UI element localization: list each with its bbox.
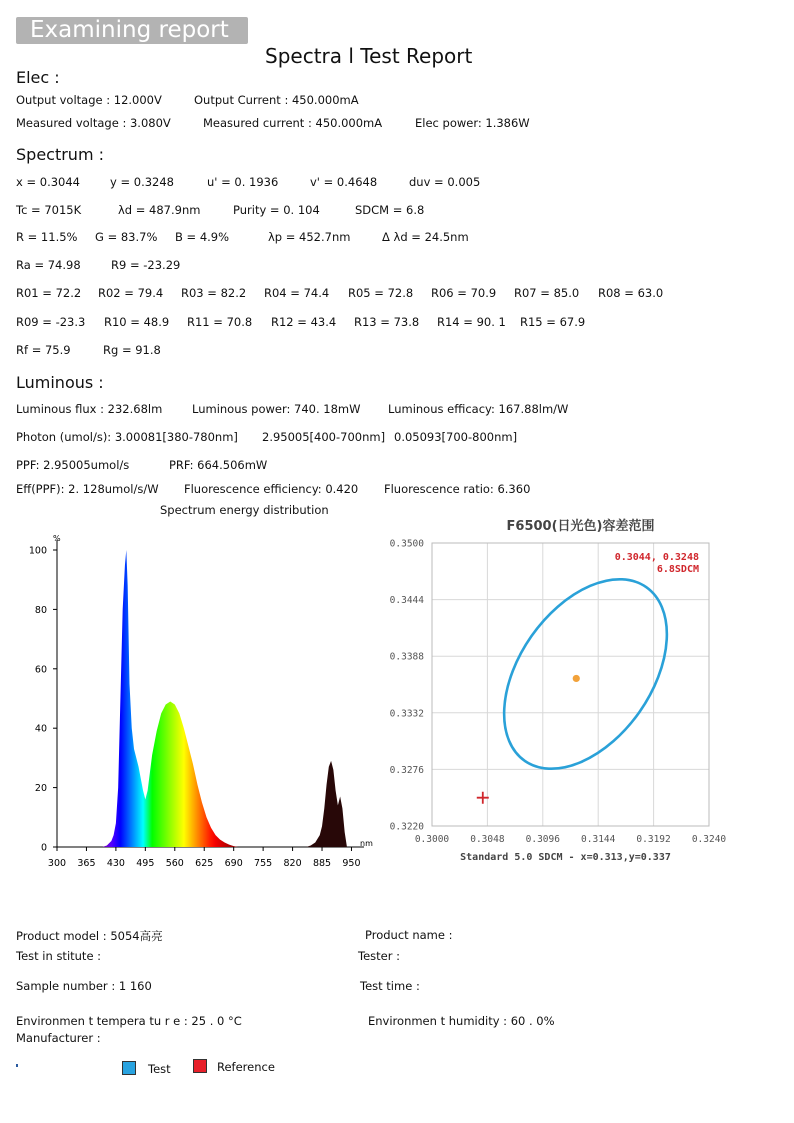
report-title: Spectra l Test Report xyxy=(265,44,473,68)
spectrum-parameter-value: SDCM = 6.8 xyxy=(355,203,425,217)
luminous-parameter-value: PRF: 664.506mW xyxy=(169,458,268,472)
luminous-parameter-value: Luminous efficacy: 167.88lm/W xyxy=(388,402,569,416)
reference-legend-label: Reference xyxy=(217,1060,275,1074)
spectrum-parameter-value: R9 = -23.29 xyxy=(111,258,181,272)
test-legend-label: Test xyxy=(148,1062,171,1076)
elec-heading: Elec : xyxy=(16,68,60,87)
x-tick-label: 365 xyxy=(77,858,96,869)
y-axis-unit: % xyxy=(53,534,61,543)
x-tick-label: 300 xyxy=(47,858,67,869)
measured-current: Measured current : 450.000mA xyxy=(203,116,383,130)
test-time: Test time : xyxy=(360,979,420,993)
y-tick-label: 100 xyxy=(28,545,47,557)
spectrum-parameter-value: R08 = 63.0 xyxy=(598,286,664,300)
y-tick-label: 0.3500 xyxy=(389,538,424,550)
y-tick-label: 60 xyxy=(34,664,47,676)
x-tick-label: 0.3192 xyxy=(636,834,671,845)
standard-center-point xyxy=(573,675,580,682)
spectrum-parameter-value: R15 = 67.9 xyxy=(520,315,586,329)
spectrum-parameter-value: R04 = 74.4 xyxy=(264,286,330,300)
spectrum-area xyxy=(93,550,347,847)
spectrum-parameter-value: R11 = 70.8 xyxy=(187,315,253,329)
x-tick-label: 0.3240 xyxy=(691,834,727,845)
spectrum-parameter-value: λd = 487.9nm xyxy=(118,203,201,217)
chromaticity-x-label: Standard 5.0 SDCM - x=0.313,y=0.337 xyxy=(460,852,671,863)
elec-power: Elec power: 1.386W xyxy=(415,116,530,130)
spectrum-parameter-value: R02 = 79.4 xyxy=(98,286,164,300)
x-tick-label: 0.3048 xyxy=(470,834,505,845)
spectrum-chart-title: Spectrum energy distribution xyxy=(160,503,329,517)
spectrum-parameter-value: λp = 452.7nm xyxy=(268,230,351,244)
spectrum-parameter-value: Δ λd = 24.5nm xyxy=(382,230,469,244)
sample-number: Sample number : 1 160 xyxy=(16,979,152,993)
y-tick-label: 80 xyxy=(34,604,47,616)
spectrum-parameter-value: Purity = 0. 104 xyxy=(233,203,320,217)
spectrum-parameter-value: R07 = 85.0 xyxy=(514,286,580,300)
y-tick-label: 20 xyxy=(34,783,47,795)
spectrum-parameter-value: R14 = 90. 1 xyxy=(437,315,506,329)
x-tick-label: 495 xyxy=(136,858,155,869)
luminous-parameter-value: Luminous flux : 232.68lm xyxy=(16,402,163,416)
reference-legend-swatch xyxy=(193,1059,207,1073)
sdcm-annotation: 6.8SDCM xyxy=(656,564,699,575)
environment-temperature: Environmen t tempera tu r e : 25 . 0 °C xyxy=(16,1014,242,1028)
y-tick-label: 40 xyxy=(34,723,47,735)
spectrum-parameter-value: R13 = 73.8 xyxy=(354,315,420,329)
y-tick-label: 0.3276 xyxy=(389,764,424,776)
test-legend-swatch xyxy=(122,1061,136,1075)
y-tick-label: 0.3220 xyxy=(389,821,424,833)
product-model: Product model : 5054高亮 xyxy=(16,929,163,943)
spectrum-heading: Spectrum : xyxy=(16,145,105,164)
spectrum-parameter-value: duv = 0.005 xyxy=(409,175,481,189)
spectrum-parameter-value: R10 = 48.9 xyxy=(104,315,170,329)
luminous-parameter-value: Fluorescence ratio: 6.360 xyxy=(384,482,531,496)
x-tick-label: 0.3144 xyxy=(581,834,616,845)
spectrum-parameter-value: R05 = 72.8 xyxy=(348,286,414,300)
spectrum-parameter-value: R12 = 43.4 xyxy=(271,315,337,329)
luminous-parameter-value: Fluorescence efficiency: 0.420 xyxy=(184,482,359,496)
luminous-parameter-value: 2.95005[400-700nm] xyxy=(262,430,386,444)
measured-voltage: Measured voltage : 3.080V xyxy=(16,116,171,130)
spectrum-parameter-value: R = 11.5% xyxy=(16,230,78,244)
spectrum-parameter-value: B = 4.9% xyxy=(175,230,230,244)
spectrum-parameter-value: R01 = 72.2 xyxy=(16,286,82,300)
spectrum-parameter-value: Ra = 74.98 xyxy=(16,258,81,272)
y-tick-label: 0 xyxy=(40,842,47,854)
luminous-parameter-value: PPF: 2.95005umol/s xyxy=(16,458,130,472)
x-tick-label: 560 xyxy=(165,858,184,869)
x-tick-label: 0.3096 xyxy=(525,834,560,845)
chromaticity-chart-title: F6500(日光色)容差范围 xyxy=(506,519,655,534)
chromaticity-tolerance-chart xyxy=(380,510,740,870)
x-axis-unit: nm xyxy=(360,839,373,848)
test-point-annotation: 0.3044, 0.3248 xyxy=(614,552,699,563)
spectrum-parameter-value: x = 0.3044 xyxy=(16,175,80,189)
spectrum-parameter-value: u' = 0. 1936 xyxy=(207,175,279,189)
product-name: Product name : xyxy=(365,928,453,942)
report-badge: Examining report xyxy=(16,17,248,44)
spectrum-energy-chart xyxy=(0,525,380,875)
y-tick-label: 0.3444 xyxy=(389,595,424,607)
plot-frame xyxy=(432,543,709,826)
test-institute: Test in stitute : xyxy=(16,949,102,963)
output-voltage: Output voltage : 12.000V xyxy=(16,93,162,107)
spectrum-parameter-value: Rf = 75.9 xyxy=(16,343,71,357)
luminous-parameter-value: 0.05093[700-800nm] xyxy=(394,430,518,444)
environment-humidity: Environmen t humidity : 60 . 0% xyxy=(368,1014,555,1028)
spectrum-parameter-value: Tc = 7015K xyxy=(16,203,82,217)
x-tick-label: 0.3000 xyxy=(414,834,450,845)
tester: Tester : xyxy=(358,949,400,963)
x-tick-label: 820 xyxy=(283,858,302,869)
spectrum-parameter-value: y = 0.3248 xyxy=(110,175,174,189)
luminous-heading: Luminous : xyxy=(16,373,104,392)
y-tick-label: 0.3388 xyxy=(389,651,424,663)
spectrum-parameter-value: Rg = 91.8 xyxy=(103,343,161,357)
luminous-parameter-value: Photon (umol/s): 3.00081[380-780nm] xyxy=(16,430,238,444)
x-tick-label: 625 xyxy=(195,858,214,869)
spectrum-parameter-value: R09 = -23.3 xyxy=(16,315,86,329)
manufacturer: Manufacturer : xyxy=(16,1031,101,1045)
x-tick-label: 885 xyxy=(312,858,332,869)
y-tick-label: 0.3332 xyxy=(389,708,424,720)
marker-dot xyxy=(16,1064,18,1067)
x-tick-label: 690 xyxy=(224,858,243,869)
spectrum-parameter-value: R03 = 82.2 xyxy=(181,286,247,300)
spectrum-parameter-value: G = 83.7% xyxy=(95,230,158,244)
output-current: Output Current : 450.000mA xyxy=(194,93,359,107)
x-tick-label: 430 xyxy=(106,858,125,869)
x-tick-label: 755 xyxy=(254,858,273,869)
tolerance-ellipse xyxy=(471,549,701,798)
luminous-parameter-value: Eff(PPF): 2. 128umol/s/W xyxy=(16,482,159,496)
x-tick-label: 950 xyxy=(342,858,361,869)
spectrum-parameter-value: R06 = 70.9 xyxy=(431,286,497,300)
luminous-parameter-value: Luminous power: 740. 18mW xyxy=(192,402,361,416)
spectrum-parameter-value: v' = 0.4648 xyxy=(310,175,378,189)
